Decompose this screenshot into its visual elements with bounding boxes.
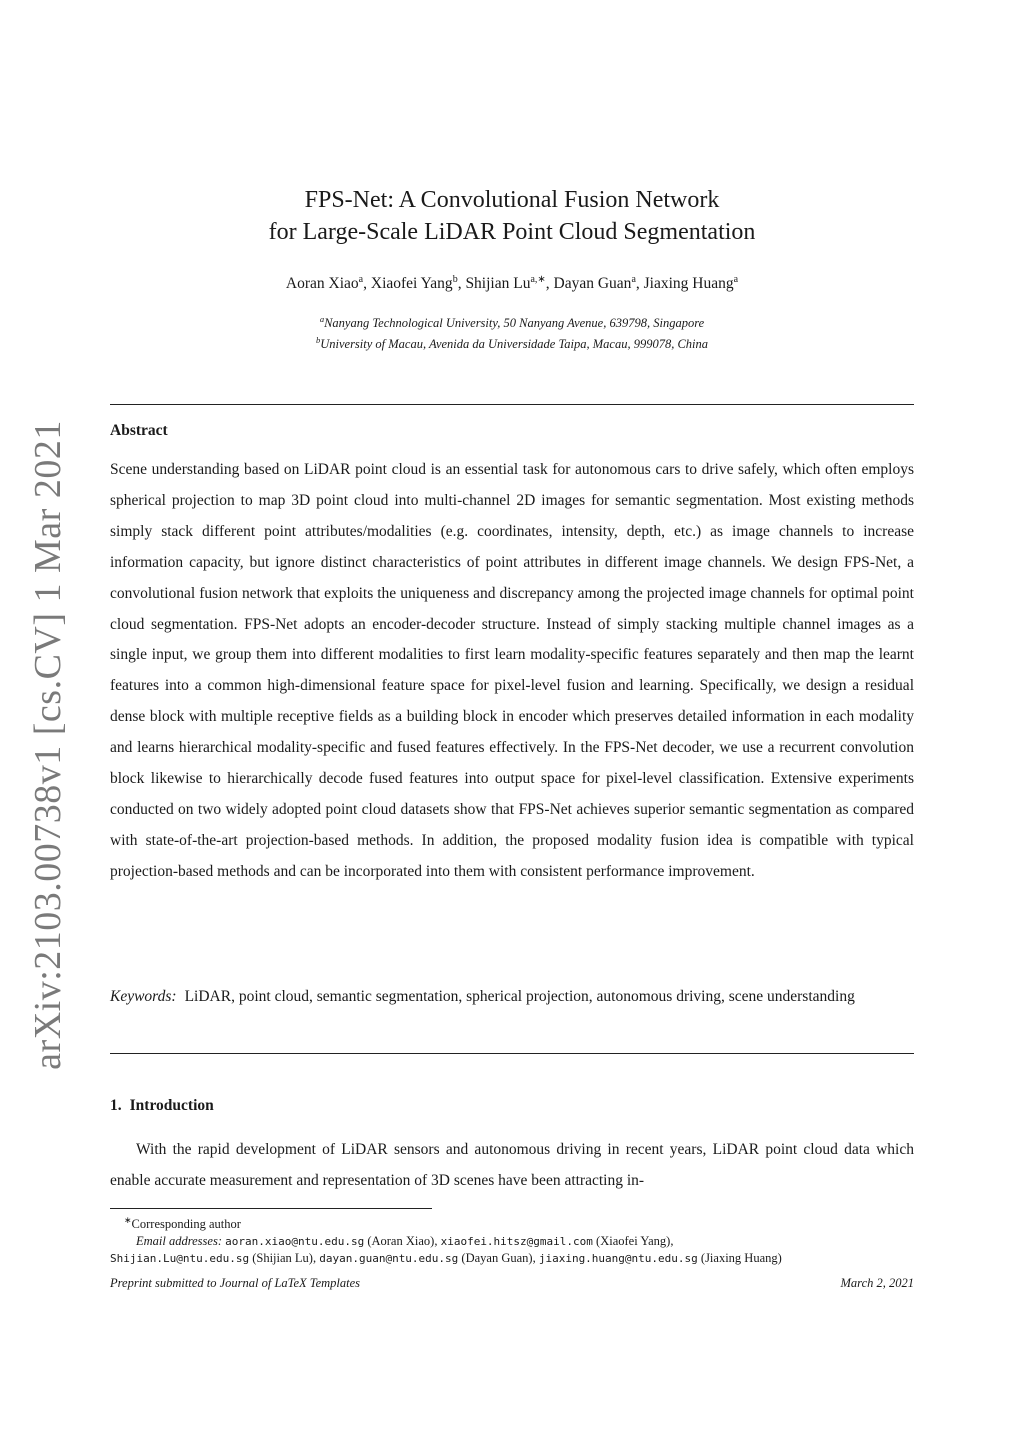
email-label: Email addresses: (136, 1234, 222, 1249)
abstract-heading: Abstract (110, 422, 168, 439)
email-link[interactable]: aoran.xiao@ntu.edu.sg (225, 1235, 365, 1249)
affiliation-line (110, 332, 914, 353)
author-name: Aoran Xiao (285, 275, 359, 293)
section-heading-introduction (110, 1097, 214, 1115)
affiliations (110, 311, 914, 353)
corresponding-author-note (110, 1212, 914, 1233)
author-affiliation-mark: a (733, 274, 739, 285)
email-link[interactable]: Shijian.Lu@ntu.edu.sg (110, 1252, 250, 1266)
keywords-label: Keywords: (110, 988, 177, 1005)
keywords-text: LiDAR, point cloud, semantic segmentation, spherical projection, autonomous driving, scene understanding (184, 988, 855, 1005)
author-affiliation-mark: a (631, 274, 636, 285)
footer-preprint-note: Preprint submitted to Journal of LaTeX Templates (110, 1276, 361, 1290)
footer-date: March 2, 2021 (840, 1276, 914, 1290)
email-owner: (Jiaxing Huang) (700, 1251, 782, 1266)
affiliation-mark: a (319, 314, 325, 324)
email-link[interactable]: xiaofei.hitsz@gmail.com (440, 1235, 593, 1249)
email-owner: (Shijian Lu) (252, 1251, 313, 1266)
section-title: Introduction (129, 1097, 214, 1114)
abstract-text: Scene understanding based on LiDAR point cloud is an essential task for autonomous cars to drive safely, which often employs spherical projection to map 3D point cloud into multi-channel 2D images for semantic segmentation. Most existing methods simply stack different point attributes/modalities (e.g. coordinates, intensity, depth, etc.) as image channels to increase information capacity, but ignore distinct characteristics of point attributes in different image channels. We design FPS-Net, a convolutional fusion network that exploits the uniqueness and discrepancy among the projected image channels for optimal point cloud segmentation. FPS-Net adopts an encoder-decoder structure. Instead of simply stacking multiple channel images as a single input, we group them into different modalities to first learn modality-specific features separately and then map the learnt features into a common high-dimensional feature space for pixel-level fusion and learning. Specifically, we design a residual dense block with multiple receptive fields as a building block in encoder which preserves detailed information in each modality and learns hierarchical modality-specific and fused features effectively. In the FPS-Net decoder, we use a recurrent convolution block likewise to hierarchically decode fused features into output space for pixel-level classification. Extensive experiments conducted on two widely adopted point cloud datasets show that FPS-Net achieves superior semantic segmentation as compared with state-of-the-art projection-based methods. In addition, the proposed modality fusion idea is compatible with typical projection-based methods and can be incorporated into them with consistent performance improvement. (110, 461, 914, 880)
email-owner: (Xiaofei Yang) (596, 1234, 671, 1249)
author-name: Shijian Lu (465, 275, 531, 293)
author-affiliation-mark: b (452, 274, 458, 285)
page-footer (110, 1276, 914, 1291)
title-line-1: FPS-Net: A Convolutional Fusion Network (304, 187, 720, 213)
email-owner: (Dayan Guan) (461, 1251, 533, 1266)
author-name: Dayan Guan (553, 275, 632, 293)
keywords (110, 982, 914, 1013)
abstract-top-rule (110, 404, 914, 405)
author-affiliation-mark: a (358, 274, 364, 285)
affiliation-mark: b (315, 335, 321, 346)
email-link[interactable]: jiaxing.huang@ntu.edu.sg (538, 1252, 698, 1266)
footnote-rule (110, 1208, 432, 1209)
paper-title (110, 184, 914, 248)
introduction-text: With the rapid development of LiDAR sensors and autonomous driving in recent years, LiDAR point cloud data which enable accurate measurement and representation of 3D scenes have been attracting in- (110, 1141, 914, 1189)
author-name: Xiaofei Yang (370, 275, 453, 293)
email-link[interactable]: dayan.guan@ntu.edu.sg (319, 1252, 459, 1266)
arxiv-identifier-stamp: arXiv:2103.00738v1 [cs.CV] 1 Mar 2021 (27, 420, 69, 1070)
abstract-bottom-rule (110, 1053, 914, 1054)
affiliation-line (110, 311, 914, 332)
corresponding-author-text: Corresponding author (131, 1217, 241, 1232)
author-list: Aoran Xiao$^a$, Xiaofei Yang$^b$, Shijian $Lu^{a,∗}$, Dayan Guan$^a$, Jiaxing Huang$^a$ (285, 274, 739, 293)
author-affiliation-mark: a,∗ (530, 274, 546, 285)
footnote-mark: ∗ (124, 1215, 132, 1225)
author-name: Jiaxing Huang (643, 275, 734, 293)
email-addresses-line: Email addresses: aoran.xiao@ntu.edu.sg (Aoran Xiao), xiaofei.hitsz@gmail.com (Xiaofei Yang), (136, 1234, 674, 1249)
section-number: 1. (110, 1097, 122, 1114)
footnotes (110, 1212, 914, 1267)
affiliation-text: University of Macau, Avenida da Universidade Taipa, Macau, 999078, China (320, 337, 709, 352)
affiliation-text: Nanyang Technological University, 50 Nanyang Avenue, 639798, Singapore (324, 316, 705, 331)
email-addresses-line: Shijian.Lu@ntu.edu.sg (Shijian Lu), dayan.guan@ntu.edu.sg (Dayan Guan), jiaxing.huang@ntu.edu.sg (Jiaxing Huang) (110, 1251, 782, 1266)
email-owner: (Aoran Xiao) (367, 1234, 435, 1249)
title-line-2: for Large-Scale LiDAR Point Cloud Segmentation (268, 219, 756, 245)
